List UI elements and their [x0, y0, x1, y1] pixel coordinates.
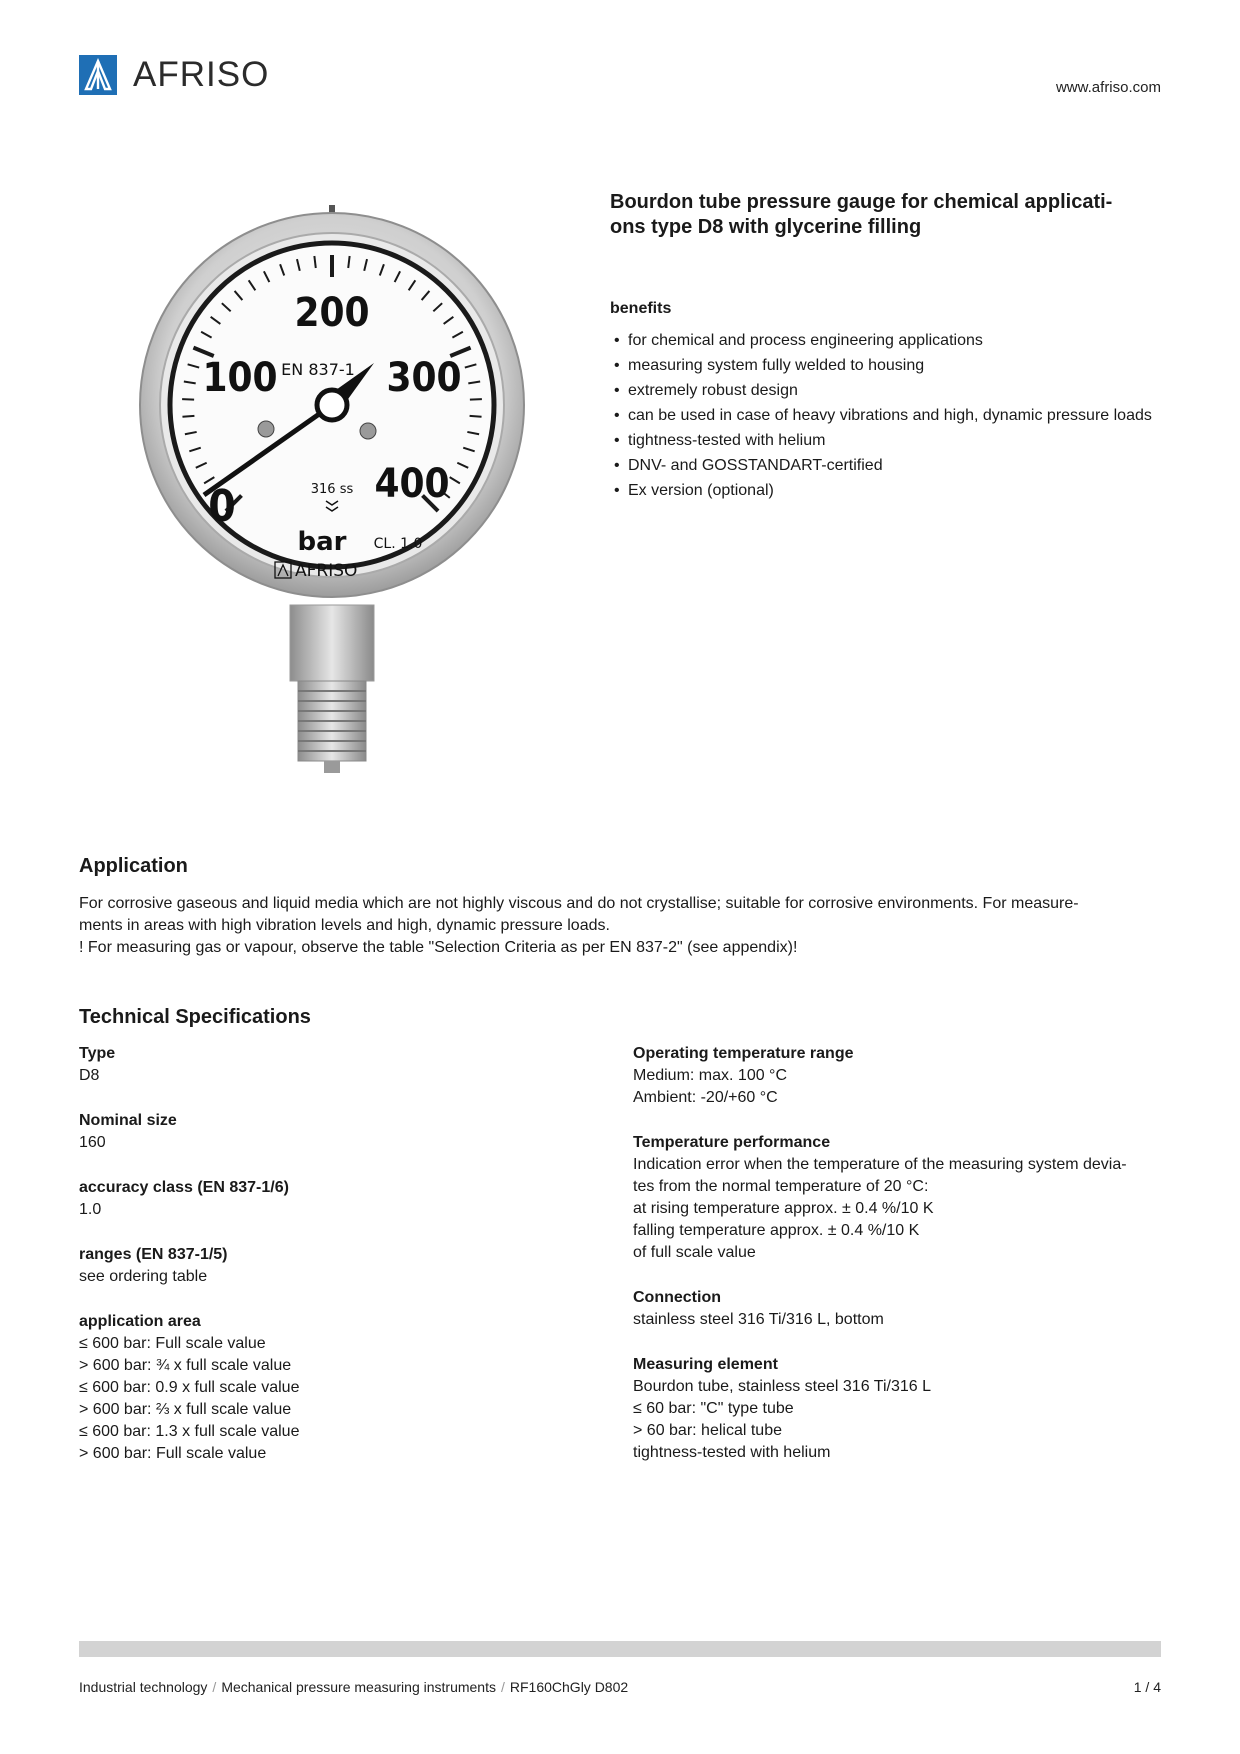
spec-temperature-performance	[633, 1132, 1173, 1264]
brand-logo[interactable]	[79, 55, 269, 95]
benefit-item: • for chemical and process engineering applications	[612, 330, 1172, 351]
spec-label: Type	[79, 1045, 116, 1062]
spec-value: 160	[79, 1134, 106, 1151]
spec-value: Ambient: -20/+60 °C	[633, 1089, 778, 1106]
spec-label: Measuring element	[633, 1356, 778, 1373]
application-line: For corrosive gaseous and liquid media which are not highly viscous and do not crystallise; suitable for corrosive environments. For measure-	[79, 895, 1079, 912]
page-number: 1 / 4	[1133, 1679, 1161, 1695]
spec-measuring-element	[633, 1354, 1173, 1464]
spec-value: 1.0	[79, 1201, 102, 1218]
website-link[interactable]: www.afriso.com	[1055, 79, 1161, 96]
benefit-item: • DNV- and GOSSTANDART-certified	[612, 455, 1172, 476]
gauge-unit: bar	[297, 527, 347, 557]
product-title-line-2: ons type D8 with glycerine filling	[610, 216, 922, 238]
spec-value: > 60 bar: helical tube	[633, 1422, 782, 1439]
application-text	[79, 893, 1169, 959]
gauge-standard: EN 837-1	[281, 360, 355, 379]
spec-value: tes from the normal temperature of 20 °C:	[633, 1178, 929, 1195]
spec-value: falling temperature approx. ± 0.4 %/10 K	[633, 1222, 920, 1239]
specs-left-column	[79, 1043, 599, 1488]
gauge-class: CL. 1.0	[373, 536, 423, 552]
minor-tick	[182, 416, 194, 417]
spec-value: see ordering table	[79, 1268, 208, 1285]
afriso-logo-icon	[79, 55, 117, 95]
spec-label: ranges (EN 837-1/5)	[79, 1246, 228, 1263]
breadcrumb-item[interactable]: Mechanical pressure measuring instruments	[221, 1679, 496, 1695]
spec-value: ≤ 600 bar: 1.3 x full scale value	[79, 1423, 300, 1440]
spec-value: Bourdon tube, stainless steel 316 Ti/316 L	[633, 1378, 931, 1395]
scale-label-0: 0	[208, 481, 236, 532]
product-title-line-1: Bourdon tube pressure gauge for chemical applicati-	[610, 191, 1113, 213]
breadcrumb-separator: /	[212, 1679, 217, 1695]
breadcrumb-item[interactable]: RF160ChGly D802	[509, 1679, 629, 1695]
benefits-heading: benefits	[610, 300, 672, 317]
spec-value: Medium: max. 100 °C	[633, 1067, 788, 1084]
spec-label: Operating temperature range	[633, 1045, 854, 1062]
application-line: ! For measuring gas or vapour, observe the table "Selection Criteria as per EN 837-2" (see appendix)!	[79, 939, 798, 956]
spec-nominal-size	[79, 1110, 599, 1154]
footer-divider	[79, 1641, 1161, 1657]
benefit-item: • Ex version (optional)	[612, 480, 1172, 501]
spec-operating-temperature	[633, 1043, 1173, 1109]
scale-label-400: 400	[374, 461, 450, 507]
minor-tick	[314, 256, 315, 268]
spec-application-area	[79, 1311, 599, 1465]
benefit-item: • measuring system fully welded to housing	[612, 355, 1172, 376]
spec-label: application area	[79, 1313, 201, 1330]
spec-value: ≤ 600 bar: 0.9 x full scale value	[79, 1379, 300, 1396]
gauge-material: 316 ss	[310, 482, 354, 497]
product-image	[112, 205, 532, 775]
benefits-list	[612, 330, 1172, 505]
spec-ranges	[79, 1244, 599, 1288]
spec-accuracy-class	[79, 1177, 599, 1221]
product-title	[610, 190, 1170, 240]
benefit-item: • can be used in case of heavy vibrations and high, dynamic pressure loads	[612, 405, 1172, 426]
spec-value: tightness-tested with helium	[633, 1444, 831, 1461]
spec-value: of full scale value	[633, 1244, 756, 1261]
minor-tick	[348, 256, 349, 268]
minor-tick	[470, 416, 482, 417]
application-heading: Application	[79, 855, 188, 877]
spec-label: Connection	[633, 1289, 721, 1306]
spec-label: accuracy class (EN 837-1/6)	[79, 1179, 289, 1196]
breadcrumb-item[interactable]: Industrial technology	[79, 1679, 208, 1695]
specs-right-column	[633, 1043, 1173, 1487]
spec-value: ≤ 60 bar: "C" type tube	[633, 1400, 794, 1417]
spec-label: Temperature performance	[633, 1134, 831, 1151]
scale-label-100: 100	[202, 355, 278, 401]
spec-value: > 600 bar: ¾ x full scale value	[79, 1357, 292, 1374]
spec-label: Nominal size	[79, 1112, 177, 1129]
specs-heading: Technical Specifications	[79, 1006, 311, 1028]
breadcrumb-separator: /	[501, 1679, 505, 1695]
breadcrumb	[79, 1679, 628, 1695]
pressure-gauge-illustration	[112, 205, 532, 775]
spec-type	[79, 1043, 599, 1087]
scale-label-300: 300	[386, 355, 462, 401]
spec-value: > 600 bar: ⅔ x full scale value	[79, 1401, 292, 1418]
spec-connection	[633, 1287, 1173, 1331]
application-line: ments in areas with high vibration levels and high, dynamic pressure loads.	[79, 917, 610, 934]
needle-hub	[317, 390, 347, 420]
brand-name: AFRISO	[133, 55, 270, 94]
benefit-item: • extremely robust design	[612, 380, 1172, 401]
benefit-item: • tightness-tested with helium	[612, 430, 1172, 451]
spec-value: stainless steel 316 Ti/316 L, bottom	[633, 1311, 884, 1328]
spec-value: D8	[79, 1067, 100, 1084]
spec-value: at rising temperature approx. ± 0.4 %/10 K	[633, 1200, 934, 1217]
spec-value: ≤ 600 bar: Full scale value	[79, 1335, 266, 1352]
scale-label-200: 200	[294, 290, 370, 336]
thread-lines	[298, 691, 366, 751]
spec-value: > 600 bar: Full scale value	[79, 1445, 267, 1462]
spec-value: Indication error when the temperature of the measuring system devia-	[633, 1156, 1127, 1173]
svg-text:AFRISO: AFRISO	[295, 561, 358, 581]
